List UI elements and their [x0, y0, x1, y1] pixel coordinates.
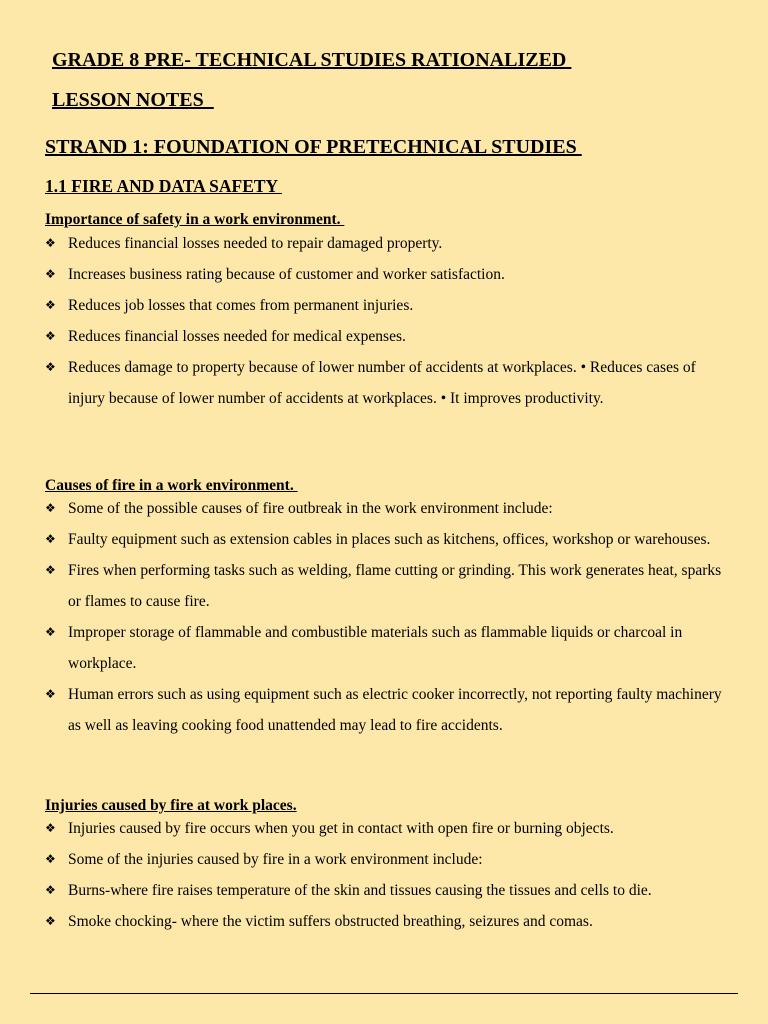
- list-item: [45, 875, 735, 906]
- diamond-bullet-icon: ❖: [45, 360, 56, 374]
- list-item: [45, 228, 735, 259]
- list-item-text: Reduces job losses that comes from permanent injuries.: [68, 297, 414, 314]
- safety-importance-list: [45, 228, 735, 414]
- list-item: [45, 321, 735, 352]
- list-item: [45, 906, 735, 937]
- diamond-bullet-icon: ❖: [45, 852, 56, 866]
- diamond-bullet-icon: ❖: [45, 532, 56, 546]
- list-item-text: Reduces financial losses needed for medical expenses.: [68, 328, 406, 345]
- list-item-text: Faulty equipment such as extension cables in places such as kitchens, offices, workshop or warehouses.: [68, 531, 711, 548]
- list-item-text: Improper storage of flammable and combustible materials such as flammable liquids or charcoal in workplace.: [68, 624, 683, 672]
- document-title-line-1: GRADE 8 PRE- TECHNICAL STUDIES RATIONALIZED: [52, 49, 572, 71]
- section-heading-fire-injuries: Injuries caused by fire at work places.: [45, 797, 297, 814]
- list-item-text: Injuries caused by fire occurs when you get in contact with open fire or burning objects.: [68, 820, 614, 837]
- list-item-text: Some of the injuries caused by fire in a work environment include:: [68, 851, 483, 868]
- subsection-heading: 1.1 FIRE AND DATA SAFETY: [45, 176, 282, 196]
- footer-divider: [30, 993, 738, 994]
- list-item: [45, 352, 735, 414]
- fire-injuries-list: [45, 813, 735, 937]
- list-item: [45, 617, 735, 679]
- section-heading-safety-importance: Importance of safety in a work environment.: [45, 211, 345, 228]
- fire-causes-list: [45, 493, 735, 741]
- list-item: [45, 290, 735, 321]
- list-item: [45, 259, 735, 290]
- diamond-bullet-icon: ❖: [45, 298, 56, 312]
- diamond-bullet-icon: ❖: [45, 236, 56, 250]
- list-item: [45, 493, 735, 524]
- list-item: [45, 524, 735, 555]
- diamond-bullet-icon: ❖: [45, 687, 56, 701]
- list-item: [45, 844, 735, 875]
- strand-heading: STRAND 1: FOUNDATION OF PRETECHNICAL STUDIES: [45, 136, 582, 158]
- diamond-bullet-icon: ❖: [45, 821, 56, 835]
- diamond-bullet-icon: ❖: [45, 267, 56, 281]
- list-item-text: Human errors such as using equipment such as electric cooker incorrectly, not reporting faulty machinery as well as leaving cooking food unattended may lead to fire accidents.: [68, 686, 722, 734]
- list-item-text: Reduces financial losses needed to repair damaged property.: [68, 235, 443, 252]
- diamond-bullet-icon: ❖: [45, 563, 56, 577]
- list-item-text: Fires when performing tasks such as welding, flame cutting or grinding. This work generates heat, sparks or flames to cause fire.: [68, 562, 722, 610]
- list-item-text: Increases business rating because of customer and worker satisfaction.: [68, 266, 505, 283]
- list-item-text: Reduces damage to property because of lower number of accidents at workplaces. • Reduces cases of injury because of lower number of accidents at workplaces. • It improves productivity.: [68, 359, 696, 407]
- list-item-text: Some of the possible causes of fire outbreak in the work environment include:: [68, 500, 553, 517]
- diamond-bullet-icon: ❖: [45, 625, 56, 639]
- diamond-bullet-icon: ❖: [45, 329, 56, 343]
- list-item: [45, 813, 735, 844]
- document-title-line-2: LESSON NOTES: [52, 89, 214, 111]
- diamond-bullet-icon: ❖: [45, 501, 56, 515]
- diamond-bullet-icon: ❖: [45, 914, 56, 928]
- diamond-bullet-icon: ❖: [45, 883, 56, 897]
- list-item: [45, 555, 735, 617]
- list-item-text: Smoke chocking- where the victim suffers obstructed breathing, seizures and comas.: [68, 913, 593, 930]
- section-heading-fire-causes: Causes of fire in a work environment.: [45, 477, 298, 494]
- list-item: [45, 679, 735, 741]
- list-item-text: Burns-where fire raises temperature of the skin and tissues causing the tissues and cells to die.: [68, 882, 652, 899]
